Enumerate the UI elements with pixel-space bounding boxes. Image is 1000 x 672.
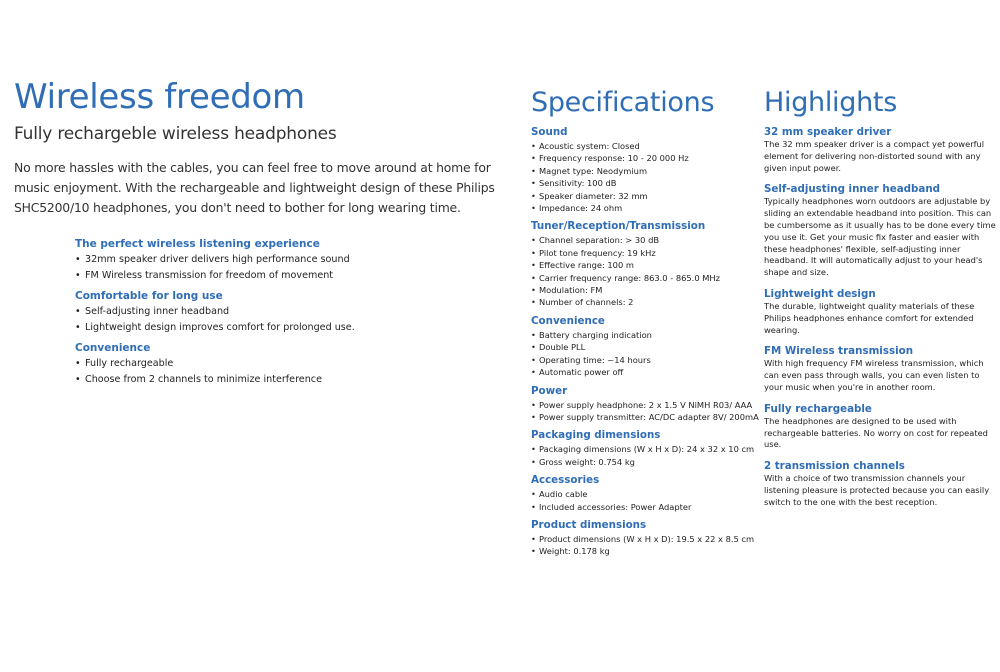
spec-item: • Magnet type: Neodymium [531,165,759,177]
spec-item: • Sensitivity: 100 dB [531,177,759,189]
highlights-title: Highlights [764,87,897,118]
spec-item: • Power supply transmitter: AC/DC adapter 8V/ 200mA [531,411,759,423]
spec-item: • Automatic power off [531,366,759,378]
feature-item: • Fully rechargeable [75,356,519,372]
feature-heading: Convenience [75,342,151,354]
spec-group-items [531,533,759,558]
spec-item: • Effective range: 100 m [531,259,759,271]
spec-group-heading: Tuner/Reception/Transmission [531,220,706,233]
highlight-heading: 2 transmission channels [764,460,905,473]
spec-group-heading: Convenience [531,314,605,327]
spec-item: • Channel separation: > 30 dB [531,234,759,246]
feature-item: • Choose from 2 channels to minimize interference [75,372,519,388]
intro-paragraph: No more hassles with the cables, you can feel free to move around at home for music enjoyment. With the rechargeable and lightweight design of these Philips SHC5200/10 headphones, you don't need to bother for long wearing time. [14,160,495,215]
spec-item: • Operating time: ~14 hours [531,354,759,366]
feature-list [75,236,519,387]
feature-heading: The perfect wireless listening experience [75,238,320,250]
highlight-text: With a choice of two transmission channels your listening pleasure is protected because you can easily switch to the one with the best reception. [764,473,990,507]
feature-items [75,356,519,387]
spec-item: • Weight: 0.178 kg [531,545,759,557]
specifications-title: Specifications [531,87,715,118]
spec-item: • Audio cable [531,488,759,500]
highlight-heading: FM Wireless transmission [764,345,914,358]
highlight-heading: Fully rechargeable [764,402,872,415]
spec-group-heading: Sound [531,126,568,138]
feature-heading: Comfortable for long use [75,290,223,302]
spec-item: • Product dimensions (W x H x D): 19.5 x 22 x 8.5 cm [531,533,759,545]
spec-item: • Battery charging indication [531,329,759,341]
highlight-heading: 32 mm speaker driver [764,126,892,138]
specifications-section [531,86,759,558]
spec-group-heading: Power [531,384,568,397]
spec-group-items [531,234,759,308]
highlight-text: The headphones are designed to be used with rechargeable batteries. No worry on cost for repeated use. [764,415,988,450]
highlight-heading: Lightweight design [764,287,876,300]
spec-item: • Number of channels: 2 [531,296,759,308]
feature-item: • FM Wireless transmission for freedom of movement [75,268,519,284]
spec-group-heading: Packaging dimensions [531,429,661,442]
spec-group-items [531,329,759,379]
highlight-heading: Self-adjusting inner headband [764,183,941,196]
intro-section [14,76,519,392]
spec-group-items [531,399,759,424]
spec-item: • Speaker diameter: 32 mm [531,190,759,202]
spec-group-items [531,488,759,513]
spec-item: • Included accessories: Power Adapter [531,501,759,513]
spec-item: • Power supply headphone: 2 x 1.5 V NiMH R03/ AAA [531,399,759,411]
feature-items [75,304,519,335]
highlights-section [764,86,996,518]
highlight-text: The durable, lightweight quality materials of these Philips headphones enhance comfort for extended wearing. [764,300,975,335]
spec-group-items [531,140,759,214]
spec-item: • Acoustic system: Closed [531,140,759,152]
feature-items [75,252,519,283]
spec-item: • Impedance: 24 ohm [531,202,759,214]
highlight-text: The 32 mm speaker driver is a compact yet powerful element for delivering non-distorted sound with any given input power. [764,139,985,173]
spec-group-items [531,443,759,468]
highlight-text: With high frequency FM wireless transmission, which can even pass through walls, you can even listen to your music when you're in another room. [764,358,984,392]
feature-item: • Self-adjusting inner headband [75,304,519,320]
spec-item: • Carrier frequency range: 863.0 - 865.0 MHz [531,272,759,284]
spec-group-heading: Product dimensions [531,518,647,531]
page-title: Wireless freedom [14,77,305,117]
spec-item: • Double PLL [531,341,759,353]
page-subtitle: Fully rechargeble wireless headphones [14,124,337,144]
spec-item: • Gross weight: 0.754 kg [531,456,759,468]
highlight-text: Typically headphones worn outdoors are adjustable by sliding an extendable headband into position. This can be cumbersome as it usually has to be done every time you use it. Get your music fix faster and easier with these headphones' flexible, self-adjusting inner headband. It will automatically adjust to your head's shape and size. [764,196,996,278]
spec-item: • Frequency response: 10 - 20 000 Hz [531,152,759,164]
spec-item: • Pilot tone frequency: 19 kHz [531,247,759,259]
feature-item: • 32mm speaker driver delivers high performance sound [75,252,519,268]
spec-group-heading: Accessories [531,474,600,487]
feature-item: • Lightweight design improves comfort for prolonged use. [75,320,519,336]
spec-item: • Packaging dimensions (W x H x D): 24 x 32 x 10 cm [531,443,759,455]
spec-item: • Modulation: FM [531,284,759,296]
